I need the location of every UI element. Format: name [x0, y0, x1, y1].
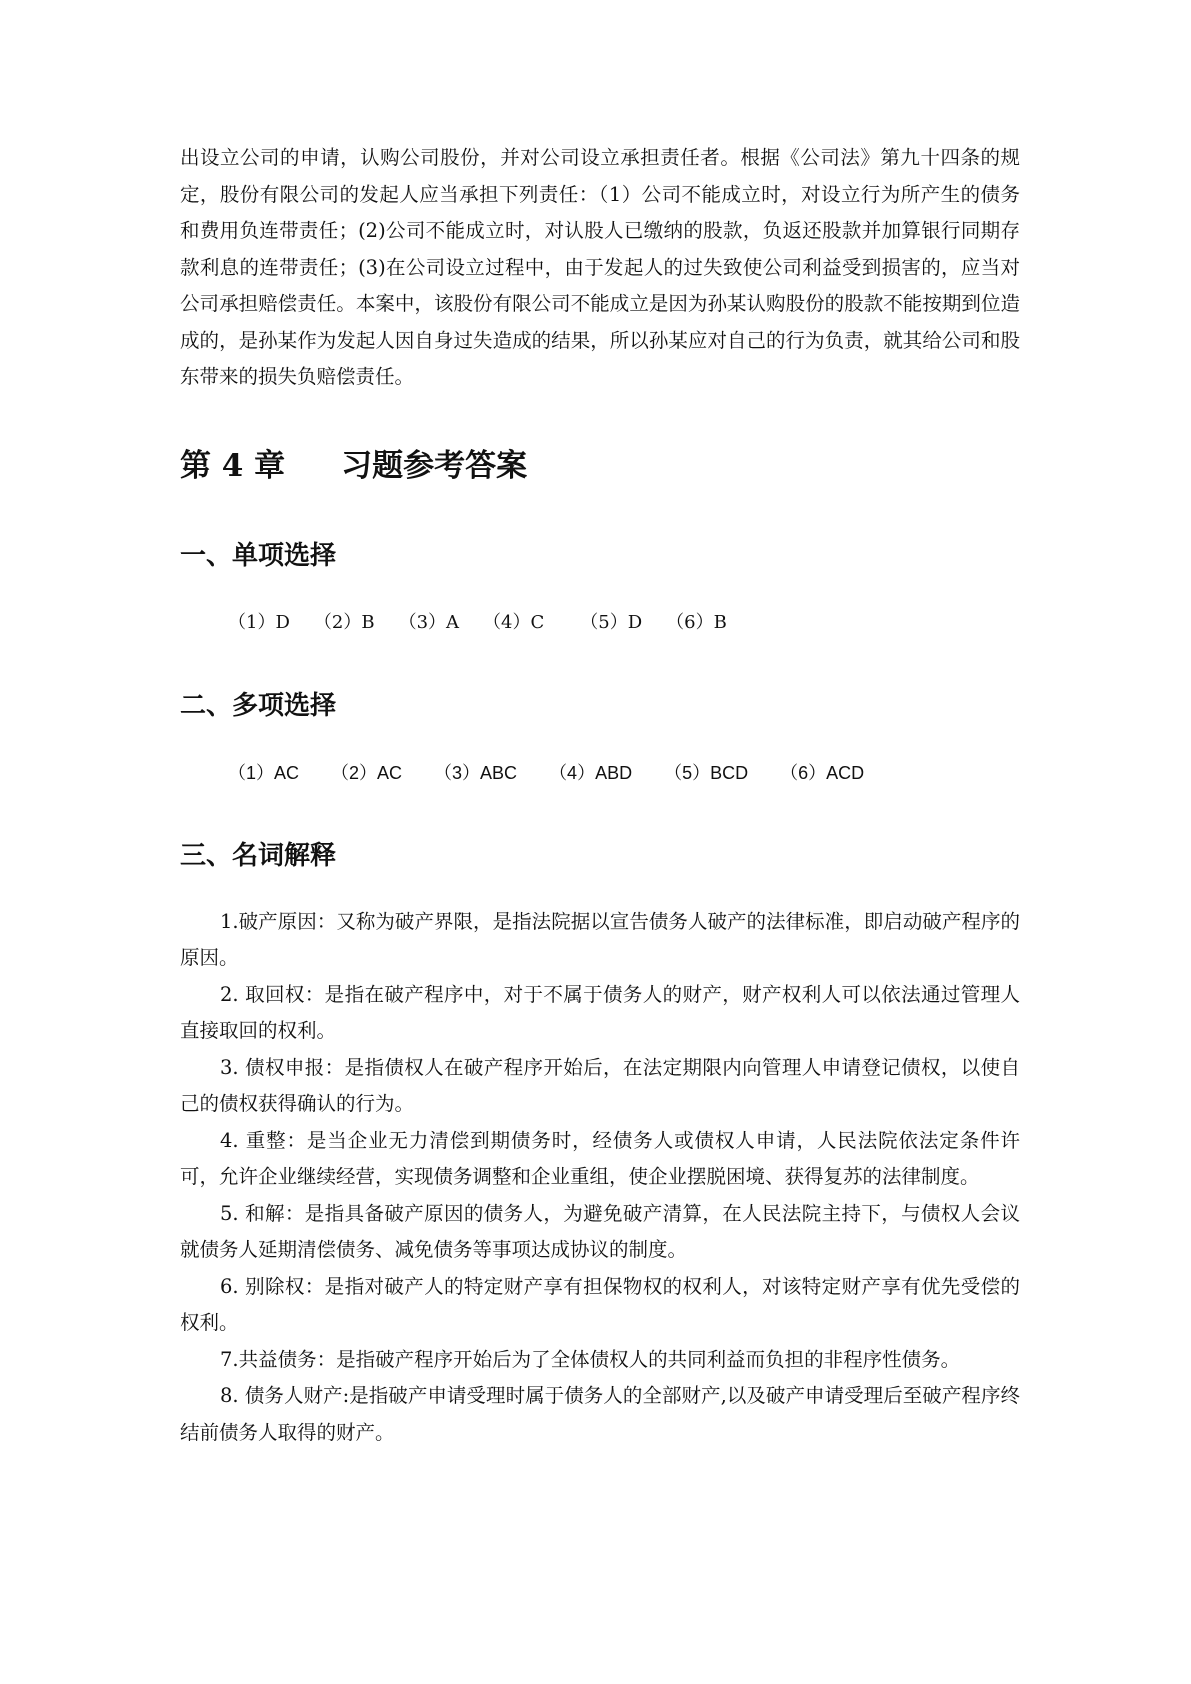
term-item: 1.破产原因：又称为破产界限，是指法院据以宣告债务人破产的法律标准，即启动破产程序的原因。 [180, 909, 1020, 969]
multi-choice-answer: （5）BCD [664, 762, 749, 783]
term-item: 8. 债务人财产:是指破产申请受理时属于债务人的全部财产,以及破产申请受理后至破产程序终结前债务人取得的财产。 [180, 1384, 1020, 1444]
multi-choice-answer: （3）ABC [434, 762, 518, 783]
terms-list [180, 904, 1020, 1452]
multi-choice-heading: 二、多项选择 [180, 690, 337, 721]
single-choice-answer: （6）B [666, 611, 727, 633]
multi-choice-answer: （4）ABD [549, 762, 633, 783]
multi-choice-answer: （6）ACD [780, 762, 865, 783]
intro-paragraph: 出设立公司的申请，认购公司股份，并对公司设立承担责任者。根据《公司法》第九十四条的规定，股份有限公司的发起人应当承担下列责任：（1）公司不能成立时，对设立行为所产生的债务和费用负连带责任；(2)公司不能成立时，对认股人已缴纳的股款，负返还股款并加算银行同期存款利息的连带责任；(3)在公司设立过程中，由于发起人的过失致使公司利益受到损害的，应当对公司承担赔偿责任。本案中，该股份有限公司不能成立是因为孙某认购股份的股款不能按期到位造成的，是孙某作为发起人因自身过失造成的结果，所以孙某应对自己的行为负责，就其给公司和股东带来的损失负赔偿责任。 [180, 146, 1020, 388]
single-choice-answer: （3）A [398, 611, 460, 633]
chapter-title: 习题参考答案 [341, 447, 528, 484]
term-item: 6. 别除权：是指对破产人的特定财产享有担保物权的权利人，对该特定财产享有优先受偿的权利。 [180, 1274, 1020, 1334]
term-item: 3. 债权申报：是指债权人在破产程序开始后，在法定期限内向管理人申请登记债权，以使自己的债权获得确认的行为。 [180, 1055, 1020, 1115]
single-choice-answer: （5）D [580, 611, 643, 633]
single-choice-answer: （4）C [483, 611, 545, 633]
single-choice-answer: （2）B [313, 611, 375, 633]
single-choice-heading: 一、单项选择 [180, 540, 337, 571]
term-item: 7.共益债务：是指破产程序开始后为了全体债权人的共同利益而负担的非程序性债务。 [220, 1347, 961, 1371]
terms-heading: 三、名词解释 [180, 840, 337, 871]
term-item: 5. 和解：是指具备破产原因的债务人，为避免破产清算，在人民法院主持下，与债权人会议就债务人延期清偿债务、减免债务等事项达成协议的制度。 [180, 1201, 1020, 1261]
page-content [180, 140, 1020, 1451]
multi-choice-answer: （1）AC [228, 762, 300, 783]
single-choice-answers [228, 608, 1020, 638]
chapter-number: 第 4 章 [180, 447, 286, 484]
single-choice-answer: （1）D [228, 611, 290, 633]
chapter-heading [180, 444, 1020, 488]
multi-choice-answers [228, 758, 1020, 788]
multi-choice-answer: （2）AC [331, 762, 403, 783]
term-item: 2. 取回权：是指在破产程序中，对于不属于债务人的财产，财产权利人可以依法通过管理人直接取回的权利。 [180, 982, 1020, 1042]
term-item: 4. 重整：是当企业无力清偿到期债务时，经债务人或债权人申请，人民法院依法定条件许可，允许企业继续经营，实现债务调整和企业重组，使企业摆脱困境、获得复苏的法律制度。 [180, 1128, 1020, 1188]
